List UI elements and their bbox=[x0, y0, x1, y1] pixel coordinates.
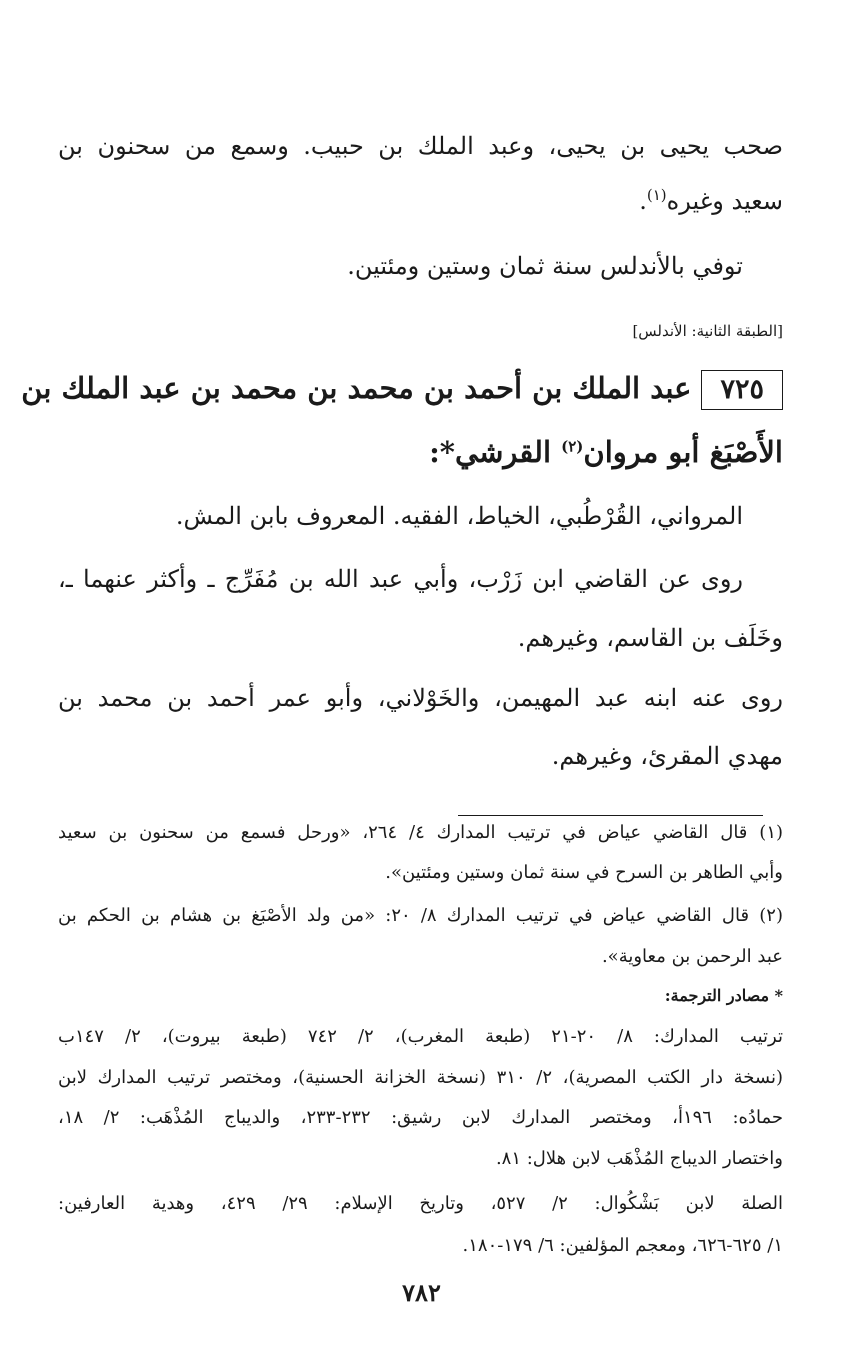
entry-number: ٧٢٥ bbox=[701, 370, 783, 410]
sources-line-3: حمادُه: ١٩٦أ، ومختصر المدارك لابن رشيق: ٢٣٢-٢٣٣، والديباج المُذْهَب: ٢/ ١٨، bbox=[58, 1107, 784, 1128]
body-line-3: توفي بالأندلس سنة ثمان وستين ومئتين. bbox=[347, 252, 743, 280]
sources-line-2: (نسخة دار الكتب المصرية)، ٢/ ٣١٠ (نسخة الخزانة الحسنية)، ومختصر ترتيب المدارك لابن bbox=[58, 1067, 783, 1088]
page-number: ٧٨٢ bbox=[402, 1278, 441, 1307]
section-label: [الطبقة الثانية: الأندلس] bbox=[632, 322, 783, 340]
footnote-1-line-2: وأبي الطاهر بن السرح في سنة ثمان وستين ومئتين». bbox=[385, 862, 783, 883]
entry-paragraph-2-line-1: روى عن القاضي ابن زَرْب، وأبي عبد الله بن مُفَرِّج ـ وأكثر عنهما ـ، bbox=[58, 565, 743, 593]
footnote-2-line-1: (٢) قال القاضي عياض في ترتيب المدارك ٨/ ٢٠: «من ولد الأصْبَغ بن هشام بن الحكم بن bbox=[58, 905, 783, 926]
entry-paragraph-2-line-2: وخَلَف بن القاسم، وغيرهم. bbox=[517, 624, 783, 652]
entry-paragraph-1: المرواني، القُرْطُبي، الخياط، الفقيه. المعروف بابن المش. bbox=[175, 502, 743, 530]
entry-heading-text-2: الأَصْبَغ أبو مروان bbox=[583, 435, 783, 469]
sources-line-1: ترتيب المدارك: ٨/ ٢٠-٢١ (طبعة المغرب)، ٢/ ٧٤٢ (طبعة بيروت)، ٢/ ١٤٧ب bbox=[58, 1026, 783, 1047]
footnote-2-line-2: عبد الرحمن بن معاوية». bbox=[601, 946, 783, 967]
sources-title: * مصادر الترجمة: bbox=[664, 986, 783, 1005]
sources-line-6: ١/ ٦٢٥-٦٢٦، ومعجم المؤلفين: ٦/ ١٧٩-١٨٠. bbox=[462, 1235, 783, 1256]
footnote-separator bbox=[458, 815, 763, 816]
body-line-2-end: . bbox=[639, 187, 647, 215]
footnote-ref-1[interactable]: (١) bbox=[646, 186, 667, 204]
entry-paragraph-3-line-1: روى عنه ابنه عبد المهيمن، والخَوْلاني، وأبو عمر أحمد بن محمد بن bbox=[58, 684, 783, 712]
body-line-2 bbox=[58, 187, 783, 215]
body-line-1: صحب يحيى بن يحيى، وعبد الملك بن حبيب. وسمع من سحنون بن bbox=[58, 132, 783, 160]
entry-heading-line-1 bbox=[21, 370, 783, 410]
sources-line-4: واختصار الديباج المُذْهَب لابن هلال: ٨١. bbox=[495, 1148, 783, 1169]
entry-heading-line-2 bbox=[58, 435, 783, 469]
body-line-2-text: سعيد وغيره bbox=[666, 187, 783, 215]
footnote-1-line-1: (١) قال القاضي عياض في ترتيب المدارك ٤/ ٢٦٤، «ورحل فسمع من سحنون بن سعيد bbox=[58, 822, 784, 843]
entry-heading-text-2-end: القرشي*: bbox=[429, 435, 562, 469]
entry-heading-text-1: عبد الملك بن أحمد بن محمد بن محمد بن عبد الملك بن bbox=[21, 371, 692, 405]
footnote-ref-2[interactable]: (٢) bbox=[561, 437, 584, 456]
entry-paragraph-3-line-2: مهدي المقرئ، وغيرهم. bbox=[551, 742, 783, 770]
sources-line-5: الصلة لابن بَشْكُوال: ٢/ ٥٢٧، وتاريخ الإسلام: ٢٩/ ٤٢٩، وهدية العارفين: bbox=[58, 1193, 783, 1214]
